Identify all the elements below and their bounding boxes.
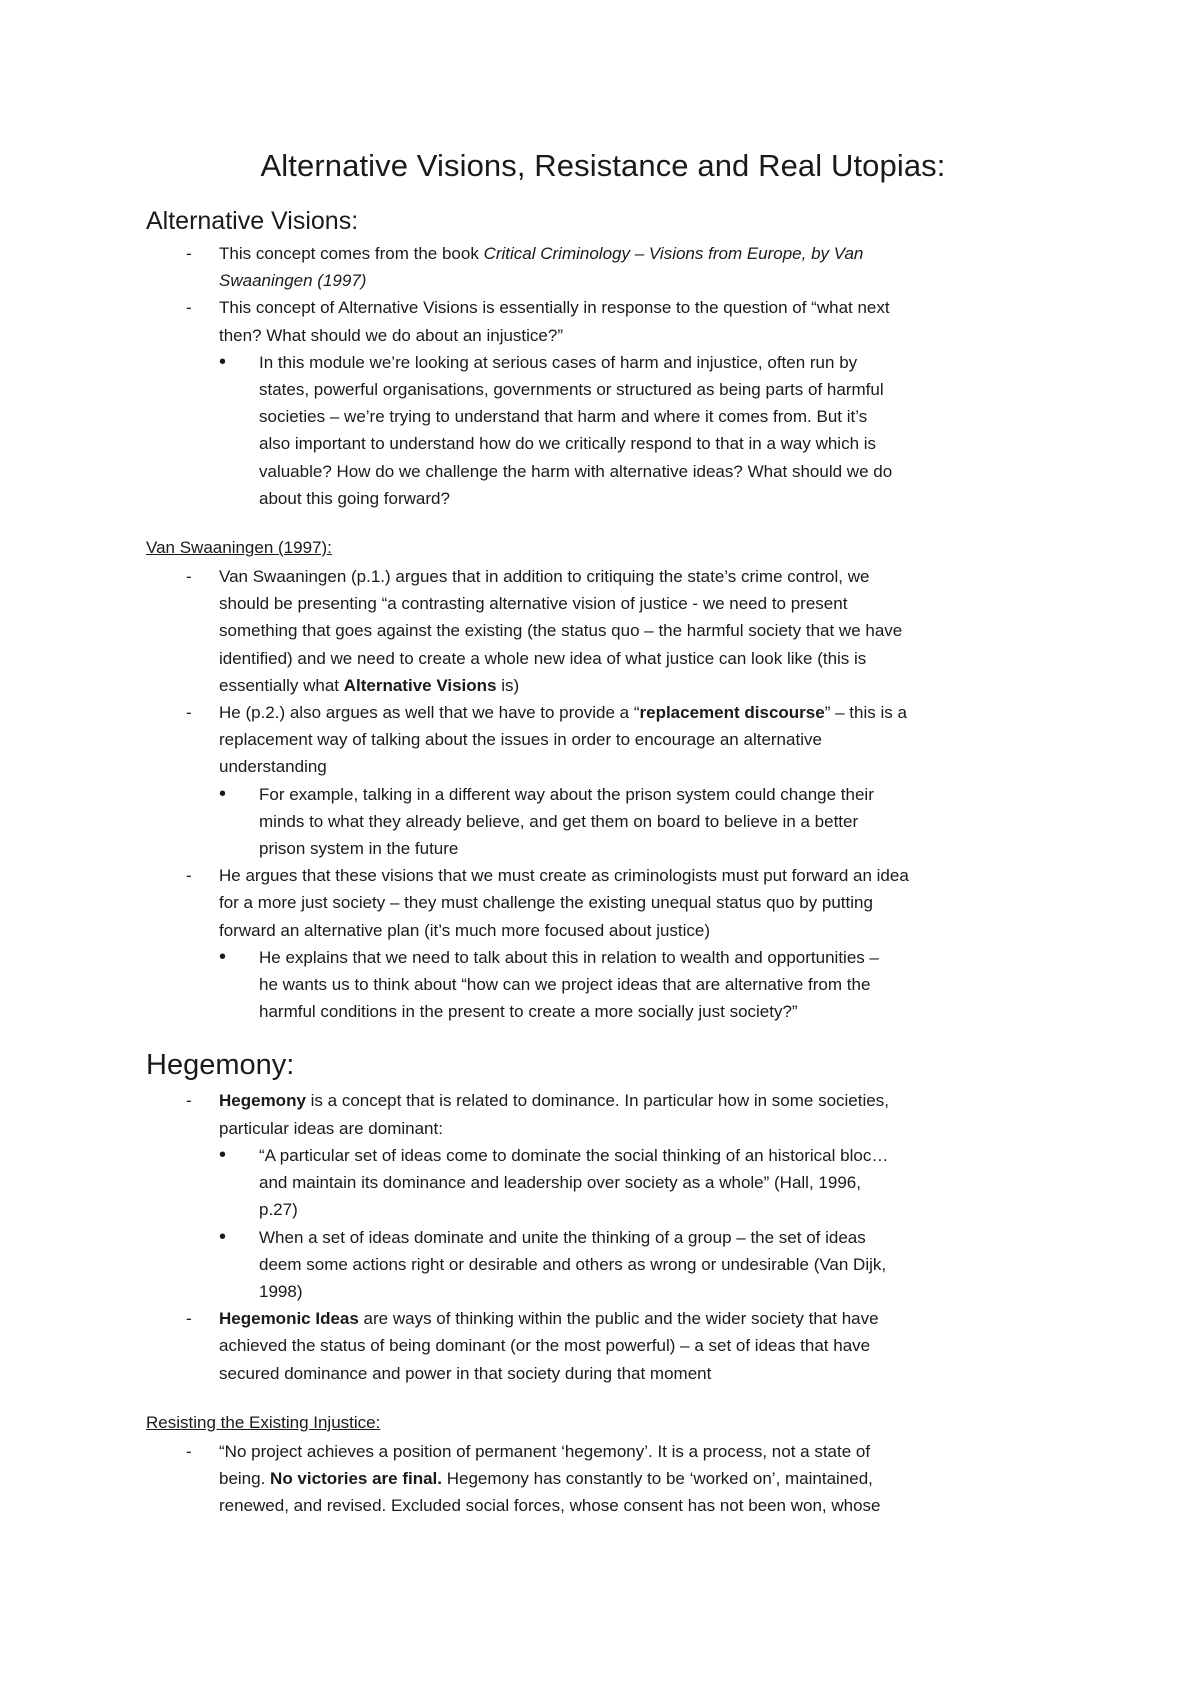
dash-list <box>146 1438 1060 1520</box>
text-line: also important to understand how do we critically respond to that in a way which is <box>259 434 877 454</box>
bold-term: Hegemonic Ideas <box>219 1309 359 1329</box>
text-line: deem some actions right or desirable and others as wrong or undesirable (Van Dijk, <box>259 1254 887 1274</box>
text-line: and maintain its dominance and leadership over society as a whole” (Hall, 1996, <box>259 1173 861 1193</box>
dash-list <box>146 862 1060 944</box>
bullet-list <box>146 349 1060 512</box>
text-line: secured dominance and power in that society during that moment <box>219 1363 712 1383</box>
text-line <box>219 1305 1060 1332</box>
text-line: then? What should we do about an injustice?” <box>219 325 564 345</box>
bullet-item <box>186 349 1060 512</box>
text-line: - This concept of Alternative Visions is essentially in response to the question of “what next <box>219 298 890 318</box>
text-line <box>219 699 1060 726</box>
section-heading-hegemony: Hegemony: <box>146 1049 295 1082</box>
text-line: about this going forward? <box>259 488 450 508</box>
bold-term: No victories are final. <box>270 1468 442 1488</box>
bold-term: Hegemony <box>219 1091 306 1111</box>
subheading-resisting-injustice: Resisting the Existing Injustice: <box>146 1412 381 1432</box>
list-item <box>146 862 1060 944</box>
subheading-van-swaaningen: Van Swaaningen (1997): <box>146 538 332 558</box>
bullet-item <box>186 781 1060 863</box>
text-line: - He argues that these visions that we must create as criminologists must put forward an idea <box>219 866 909 886</box>
text-run: This concept comes from the book <box>219 244 484 263</box>
text-line: should be presenting “a contrasting alternative vision of justice - we need to present <box>219 594 848 614</box>
text-line: harmful conditions in the present to create a more socially just society?” <box>259 1002 798 1022</box>
bullet-list <box>146 1142 1060 1305</box>
text-line: - “No project achieves a position of permanent ‘hegemony’. It is a process, not a state of <box>219 1441 871 1461</box>
book-author-text: Swaaningen (1997) <box>219 271 367 291</box>
dash-list <box>146 563 1060 781</box>
text-run: Hegemony has constantly to be ‘worked on’, maintained, <box>442 1468 873 1488</box>
bold-term: Alternative Visions <box>343 675 497 695</box>
text-run: is a concept that is related to dominance. In particular how in some societies, <box>305 1091 889 1111</box>
text-line: • “A particular set of ideas come to dominate the social thinking of an historical bloc… <box>259 1145 889 1165</box>
text-line: understanding <box>219 757 327 777</box>
list-item <box>146 699 1060 781</box>
dash-list <box>146 240 1060 349</box>
text-line: achieved the status of being dominant (or the most powerful) – a set of ideas that have <box>219 1336 871 1356</box>
text-line: states, powerful organisations, governments or structured as being parts of harmful <box>259 380 884 400</box>
text-line: prison system in the future <box>259 839 459 859</box>
text-line: something that goes against the existing (the status quo – the harmful society that we have <box>219 621 903 641</box>
bullet-list <box>146 944 1060 1026</box>
dash-list <box>146 1305 1060 1387</box>
text-line: p.27) <box>259 1200 298 1220</box>
list-item <box>146 240 1060 294</box>
text-line <box>219 672 1060 699</box>
text-line: replacement way of talking about the issues in order to encourage an alternative <box>219 730 822 750</box>
text-line: • When a set of ideas dominate and unite the thinking of a group – the set of ideas <box>259 1227 866 1247</box>
bullet-item <box>186 1224 1060 1306</box>
text-line: identified) and we need to create a whole new idea of what justice can look like (this is <box>219 648 867 668</box>
text-line: minds to what they already believe, and get them on board to believe in a better <box>259 811 859 831</box>
dash-list <box>146 1087 1060 1141</box>
text-run: are ways of thinking within the public and the wider society that have <box>358 1309 879 1329</box>
list-item <box>146 1305 1060 1387</box>
text-line <box>219 1087 1060 1114</box>
text-line: - Van Swaaningen (p.1.) argues that in addition to critiquing the state’s crime control, we <box>219 567 870 587</box>
text-line: 1998) <box>259 1281 303 1301</box>
book-title-text: Critical Criminology – Visions from Europe, by Van <box>483 244 864 263</box>
text-line: • He explains that we need to talk about this in relation to wealth and opportunities – <box>259 947 879 967</box>
list-item <box>146 563 1060 699</box>
list-item <box>146 1438 1060 1520</box>
text-line: for a more just society – they must challenge the existing unequal status quo by putting <box>219 893 873 913</box>
list-item <box>146 294 1060 348</box>
bullet-item <box>186 944 1060 1026</box>
text-line: particular ideas are dominant: <box>219 1118 443 1138</box>
text-run: ” – this is a <box>824 703 907 723</box>
text-line <box>219 1465 1060 1492</box>
text-line: he wants us to think about “how can we project ideas that are alternative from the <box>259 975 871 995</box>
text-line: renewed, and revised. Excluded social forces, whose consent has not been won, whose <box>219 1496 881 1516</box>
bold-term: replacement discourse <box>639 703 825 723</box>
text-line: • In this module we’re looking at serious cases of harm and injustice, often run by <box>259 352 858 372</box>
document-title: Alternative Visions, Resistance and Real Utopias: <box>260 148 946 183</box>
text-line: societies – we’re trying to understand that harm and where it comes from. But it’s <box>259 407 868 427</box>
text-line: valuable? How do we challenge the harm with alternative ideas? What should we do <box>259 461 893 481</box>
text-run: being. <box>219 1468 271 1488</box>
bullet-list <box>146 781 1060 863</box>
text-run: He (p.2.) also argues as well that we have to provide a “ <box>219 703 640 723</box>
bullet-item <box>186 1142 1060 1224</box>
text-run: is) <box>496 675 520 695</box>
text-run: essentially what <box>219 675 344 695</box>
text-line: • For example, talking in a different way about the prison system could change their <box>259 784 874 804</box>
section-heading-alternative-visions: Alternative Visions: <box>146 207 359 235</box>
list-item <box>146 1087 1060 1141</box>
text-line: forward an alternative plan (it’s much more focused about justice) <box>219 920 711 940</box>
